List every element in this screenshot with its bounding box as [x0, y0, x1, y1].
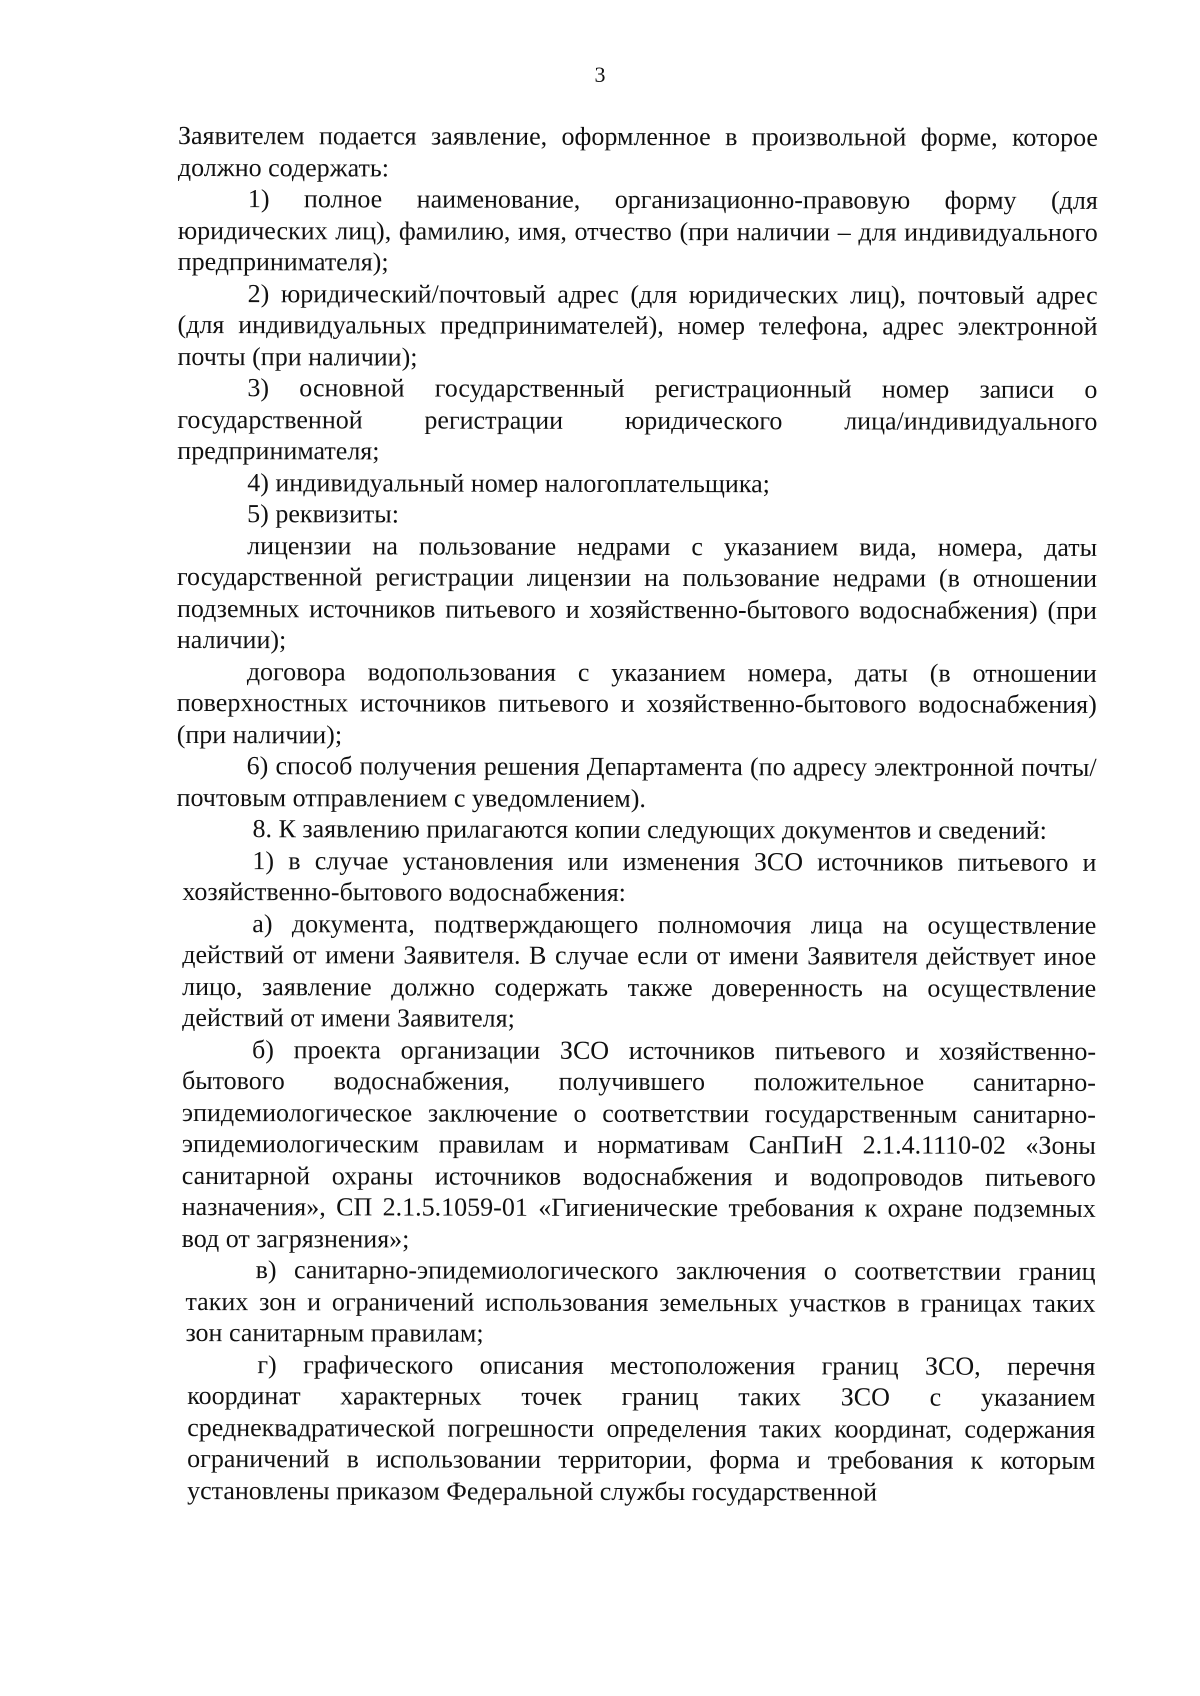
paragraph-subitem-a: а) документа, подтверждающего полномочия лица на осуществление действий от имени Заявителя. В случае если от имени Заявителя действует иное лицо, заявление должно содержать также доверенность на осуществление действий от имени Заявителя;: [182, 908, 1097, 1033]
paragraph-item-3: 3) основной государственный регистрационный номер записи о государственной регистрации юридического лица/индивидуального предпринимателя;: [177, 373, 1098, 466]
paragraph-water-contract: договора водопользования с указанием номера, даты (в отношении поверхностных источников питьевого и хозяйственно-бытового водоснабжения) (при наличии);: [176, 656, 1097, 749]
paragraph-intro: Заявителем подается заявление, оформленное в произвольной форме, которое должно содержать:: [177, 121, 1098, 182]
paragraph-item-6: 6) способ получения решения Департамента (по адресу электронной почты/почтовым отправлением с уведомлением).: [176, 751, 1097, 813]
page-number: 3: [594, 62, 606, 87]
paragraph-license: лицензии на пользование недрами с указанием вида, номера, даты государственной регистрации лицензии на пользование недрами (в отношении подземных источников питьевого и хозяйственно-бытового водоснабжения) (при наличии);: [176, 530, 1098, 655]
document-body: [175, 120, 1098, 1508]
paragraph-item-4: 4) индивидуальный номер налогоплательщика;: [247, 467, 770, 498]
paragraph-subitem-v: в) санитарно-эпидемиологического заключения о соответствии границ таких зон и ограничений использования земельных участков в границах таких зон санитарным правилам;: [185, 1255, 1096, 1348]
paragraph-item-5: 5) реквизиты:: [247, 499, 399, 529]
paragraph-item-1: 1) полное наименование, организационно-правовую форму (для юридических лиц), фамилию, имя, отчество (при наличии – для индивидуального предпринимателя);: [177, 184, 1098, 277]
paragraph-subitem-g: г) графического описания местоположения границ ЗСО, перечня координат характерных точек границ таких ЗСО с указанием среднеквадратической погрешности определения таких координат, содержания ограничений в использовании территории, форма и требования к которым установлены приказом Федеральной службы государственной: [187, 1349, 1096, 1506]
paragraph-item-2: 2) юридический/почтовый адрес (для юридических лиц), почтовый адрес (для индивидуальных предпринимателей), номер телефона, адрес электронной почты (при наличии);: [177, 278, 1098, 372]
paragraph-section-8: 8. К заявлению прилагаются копии следующих документов и сведений:: [252, 814, 1047, 845]
paragraph-subitem-b: б) проекта организации ЗСО источников питьевого и хозяйственно-бытового водоснабжения, получившего положительное санитарно-эпидемиологическое заключение о соответствии государственным санитарно-эпидемиологическим правилам и нормативам СанПиН 2.1.4.1110-02 «Зоны санитарной охраны источников водоснабжения и водопроводов питьевого назначения», СП 2.1.5.1059-01 «Гигиенические требования к охране подземных вод от загрязнения»;: [181, 1034, 1097, 1253]
paragraph-section-8-item-1: 1) в случае установления или изменения ЗСО источников питьевого и хозяйственно-бытового водоснабжения:: [182, 845, 1097, 907]
